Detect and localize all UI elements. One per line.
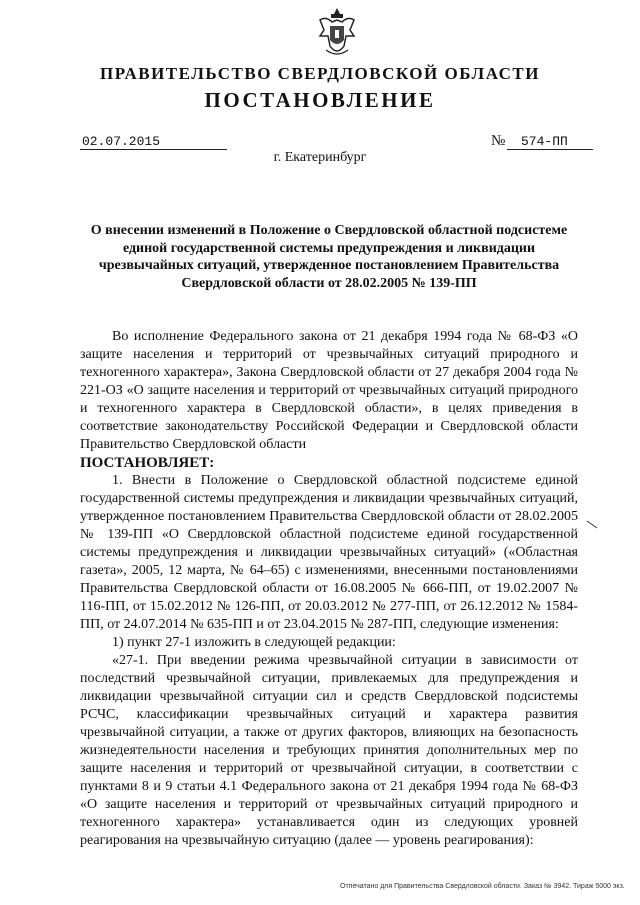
coat-of-arms-emblem — [316, 6, 358, 60]
resolves-heading: ПОСТАНОВЛЯЕТ: — [80, 455, 215, 471]
margin-tick-mark — [586, 520, 598, 530]
print-footer: Отпечатано для Правительства Свердловской области. Заказ № 3942. Тираж 5000 экз. — [340, 883, 625, 890]
item-1-1-paragraph: 1) пункт 27-1 изложить в следующей редакции: — [112, 635, 396, 650]
city: г. Екатеринбург — [273, 150, 367, 165]
document-date: 02.07.2015 — [80, 134, 227, 150]
intro-paragraph: Во исполнение Федерального закона от 21 декабря 1994 года № 68-ФЗ «О защите населения и территорий от чрезвычайных ситуаций природного и техногенного характера», Закона Свердловской области от 27 декабря 2004 года № 221-ОЗ «О защите населения и территорий от чрезвычайных ситуаций природного и техногенного характера в Свердловской области», в целях приведения в соответствие законодательству Российской Федерации и Свердловской области Правительство Свердловской области — [80, 329, 578, 452]
document-number: 574-ПП — [507, 134, 593, 150]
government-name: ПРАВИТЕЛЬСТВО СВЕРДЛОВСКОЙ ОБЛАСТИ — [100, 64, 540, 83]
number-label: № — [491, 133, 506, 149]
document-type: ПОСТАНОВЛЕНИЕ — [204, 88, 436, 112]
document-title: О внесении изменений в Положение о Свердловской областной подсистеме единой государственной системы предупреждения и ликвидации чрезвычайных ситуаций, утвержденное постановлением Правительства Свердловской области от 28.02.2005 № 139-ПП — [90, 223, 568, 291]
document-body — [80, 328, 578, 850]
item-1-paragraph: 1. Внести в Положение о Свердловской областной подсистеме единой государственной системы предупреждения и ликвидации чрезвычайных ситуаций, утвержденное постановлением Правительства Свердловской области от 28.02.2005 № 139-ПП «О Свердловской областной подсистеме единой государственной системы предупреждения и ликвидации чрезвычайных ситуаций» («Областная газета», 2005, 12 марта, № 64–65) с изменениями, внесенными постановлениями Правительства Свердловской области от 16.08.2005 № 666-ПП, от 19.02.2007 № 116-ПП, от 15.02.2012 № 126-ПП, от 20.03.2012 № 277-ПП, от 26.12.2012 № 1584-ПП, от 24.07.2014 № 635-ПП и от 23.04.2015 № 287-ПП, следующие изменения: — [80, 473, 578, 632]
quoted-paragraph: «27-1. При введении режима чрезвычайной ситуации в зависимости от последствий чрезвычайной ситуации, привлекаемых для предупреждения и ликвидации чрезвычайной ситуации сил и средств Свердловской подсистемы РСЧС, классификации чрезвычайных ситуаций и характера развития чрезвычайной ситуации, а также от других факторов, влияющих на безопасность жизнедеятельности населения и требующих принятия дополнительных мер по защите населения и территорий от чрезвычайной ситуации, в соответствии с пунктами 8 и 9 статьи 4.1 Федерального закона от 21 декабря 1994 года № 68-ФЗ «О защите населения и территорий от чрезвычайных ситуаций природного и техногенного характера» устанавливается один из следующих уровней реагирования на чрезвычайную ситуацию (далее — уровень реагирования): — [80, 653, 578, 848]
